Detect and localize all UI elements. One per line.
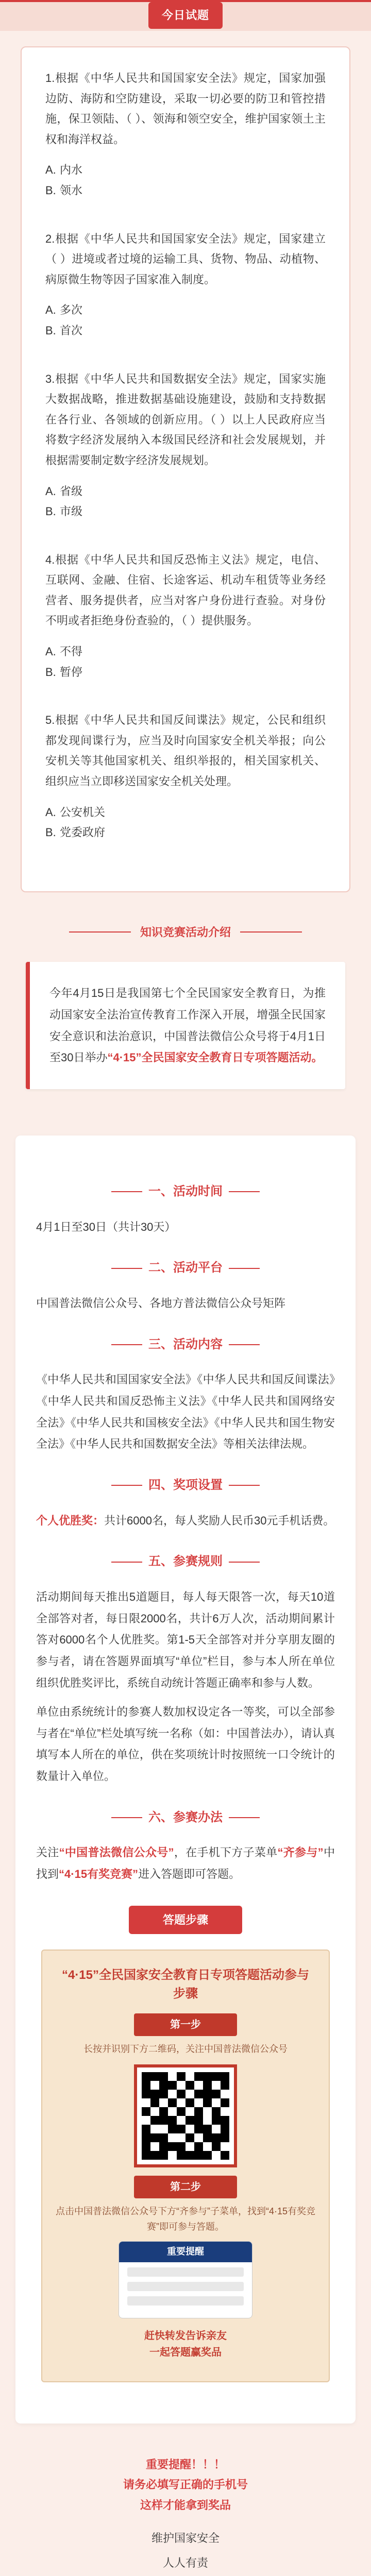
section-title-awards [36, 1476, 335, 1495]
section-title-rules [36, 1552, 335, 1571]
poster-step-1-text: 长按并识别下方二维码，关注中国普法微信公众号 [83, 2044, 288, 2055]
section-title-platform [36, 1258, 335, 1278]
notice-line-1: 重要提醒！！！ [145, 2458, 225, 2471]
option-a[interactable]: A. 省级 [45, 484, 83, 498]
option-b[interactable]: B. 市级 [45, 505, 83, 518]
question-3 [45, 369, 326, 522]
qr-pattern [142, 2072, 229, 2160]
question-2 [45, 229, 326, 341]
phone-row [127, 2296, 244, 2306]
question-text: 3.根据《中华人民共和国数据安全法》规定，国家实施大数据战略，推进数据基础设施建设，鼓励和支持数据在各行业、各领域的创新应用。（ ）以上人民政府应当将数字经济发展纳入本级国民经济和社会发展规划，并根据需要制定数字经济发展规划。 [45, 372, 326, 467]
intro-card [26, 962, 345, 1089]
section-label: 一、活动时间 [148, 1184, 223, 1199]
slogan-2: 人人有责 [162, 2556, 208, 2570]
official-account-link[interactable]: “中国普法微信公众号” [59, 1846, 174, 1859]
poster-step-2-text: 点击中国普法微信公众号下方“齐参与”子菜单，找到“4·15有奖竞赛”即可参与答题。 [56, 2206, 316, 2232]
notice-line-2: 请务必填写正确的手机号 [123, 2478, 248, 2492]
divider [229, 1485, 260, 1486]
option-a[interactable]: A. 不得 [45, 645, 83, 658]
awards-detail: 共计6000名，每人奖励人民币30元手机话费。 [104, 1514, 335, 1527]
method-text-part: 关注 [36, 1846, 59, 1859]
divider [229, 1191, 260, 1192]
option-a[interactable]: A. 内水 [45, 163, 83, 177]
phone-row [127, 2282, 244, 2291]
question-4 [45, 550, 326, 683]
content-text: 《中华人民共和国国家安全法》《中华人民共和国反间谍法》《中华人民共和国反恐怖主义法》《中华人民共和国网络安全法》《中华人民共和国核安全法》《中华人民共和国生物安全法》《中华人民共和国数据安全法》等相关法律法规。 [36, 1372, 335, 1451]
poster-bottom-note: 赶快转发告诉亲友 一起答题赢奖品 [144, 2330, 227, 2358]
option-a[interactable]: A. 公安机关 [45, 805, 106, 819]
question-text: 1.根据《中华人民共和国国家安全法》规定，国家加强边防、海防和空防建设，采取一切必要的防卫和管控措施，保卫领陆、（ ）、领海和领空安全，维护国家领土主权和海洋权益。 [45, 72, 326, 146]
notice-line-3: 这样才能拿到奖品 [140, 2499, 231, 2512]
awards-text [36, 1510, 335, 1532]
divider [111, 1191, 142, 1192]
section-label: 四、奖项设置 [148, 1478, 223, 1493]
awards-highlight: 个人优胜奖： [36, 1514, 105, 1527]
section-label: 五、参赛规则 [148, 1554, 223, 1569]
option-b[interactable]: B. 领水 [45, 183, 83, 197]
rules-paragraph-1: 活动期间每天推出5道题目，每人每天限答一次，每天10道全部答对者，每日限2000名，共计6万人次，活动期间累计答对6000名个人优胜奖。第1-5天全部答对并分享朋友圈的参与者，请在答题界面填写“单位”栏目，参与本人所在单位组织优胜奖评比，系统自动统计答题正确率和参与人数。 [36, 1590, 335, 1689]
knowledge-section-heading [0, 923, 371, 941]
slogan-1: 维护国家安全 [151, 2531, 220, 2545]
divider [229, 1562, 260, 1563]
details-card [15, 1136, 356, 2424]
questions-card [21, 46, 350, 892]
contest-name: “4·15有奖竞赛” [59, 1868, 139, 1881]
section-title-time [36, 1182, 335, 1201]
option-b[interactable]: B. 党委政府 [45, 826, 106, 839]
question-text: 4.根据《中华人民共和国反恐怖主义法》规定，电信、互联网、金融、住宿、长途客运、机动车租赁等业务经营者、服务提供者，应当对客户身份进行查验。对身份不明或者拒绝身份查验的，（ ）提供服务。 [45, 553, 326, 628]
footer [21, 2454, 350, 2576]
intro-text: 今年4月15日是我国第七个全民国家安全教育日，为推动国家安全法治宣传教育工作深入开展，增强全民国家安全意识和法治意识，中国普法微信公众号将于4月1日至30日举办“4·15”全民国家安全教育日专项答题活动。 [49, 987, 326, 1064]
platform-text: 中国普法微信公众号、各地方普法微信公众号矩阵 [36, 1296, 286, 1310]
section-label: 二、活动平台 [148, 1261, 223, 1275]
question-1 [45, 68, 326, 201]
qr-code[interactable] [134, 2064, 237, 2167]
divider [229, 1268, 260, 1269]
divider [229, 1344, 260, 1345]
question-text: 2.根据《中华人民共和国国家安全法》规定，国家建立（ ）进境或者过境的运输工具、货物、物品、动植物、病原微生物等因子国家准入制度。 [45, 232, 326, 286]
poster-title: “4·15”全民国家安全教育日专项答题活动参与步骤 [61, 1968, 310, 2001]
header-banner [0, 0, 371, 31]
divider [69, 931, 131, 933]
poster-step-1-badge: 第一步 [134, 2013, 237, 2036]
phone-title: 重要提醒 [119, 2242, 252, 2262]
divider [111, 1562, 142, 1563]
section-label: 六、参赛办法 [148, 1810, 223, 1824]
divider [240, 931, 302, 933]
option-b[interactable]: B. 首次 [45, 324, 83, 337]
phone-row [127, 2267, 244, 2277]
method-text-part: 进入答题即可答题。 [138, 1868, 241, 1881]
question-5 [45, 710, 326, 843]
page-title: 今日试题 [148, 2, 223, 28]
section-title-content [36, 1335, 335, 1354]
intro-highlight: “4·15”全民国家安全教育日专项答题活动。 [107, 1051, 323, 1064]
divider [111, 1817, 142, 1818]
divider [111, 1268, 142, 1269]
option-b[interactable]: B. 暂停 [45, 665, 83, 679]
method-text-part: ，在手机下方子菜单 [174, 1846, 278, 1859]
time-text: 4月1日至30日（共计30天） [36, 1220, 176, 1233]
rules-paragraph-2: 单位由系统统计的参赛人数加权设定各一等奖，可以全部参与者在“单位”栏处填写统一名称（如：中国普法办），请认真填写本人所在的单位，供在奖项统计时按照统一口令统计的数量计入单位。 [36, 1705, 335, 1783]
menu-name: “齐参与” [277, 1846, 324, 1859]
section-label: 三、活动内容 [148, 1337, 223, 1351]
divider [229, 1817, 260, 1818]
question-text: 5.根据《中华人民共和国反间谍法》规定，公民和组织都发现间谍行为，应当及时向国家安全机关举报；向公安机关等其他国家机关、组织举报的，相关国家机关、组织应当立即移送国家安全机关处理。 [45, 714, 326, 788]
divider [111, 1485, 142, 1486]
method-text [36, 1842, 335, 1885]
method-text-part: 中找到 [36, 1846, 335, 1881]
poster-step-2-badge: 第二步 [134, 2176, 237, 2198]
footer-slogans [21, 2526, 350, 2576]
option-a[interactable]: A. 多次 [45, 303, 83, 317]
section-title-method [36, 1808, 335, 1827]
answer-steps-tag: 答题步骤 [129, 1906, 242, 1934]
top-accent-bar [0, 0, 371, 2]
phone-screenshot [119, 2241, 252, 2318]
divider [111, 1344, 142, 1345]
steps-poster [41, 1950, 330, 2382]
knowledge-title: 知识竞赛活动介绍 [140, 925, 231, 939]
